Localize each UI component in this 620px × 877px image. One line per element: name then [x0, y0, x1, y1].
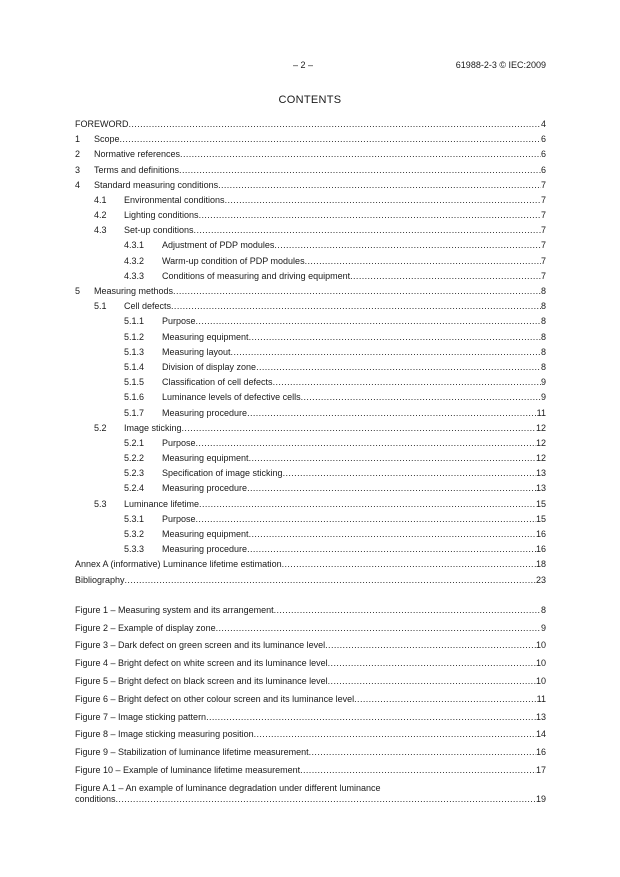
toc-entry[interactable] — [75, 330, 546, 345]
entry-title: Purpose — [162, 513, 196, 524]
entry-page: 7 — [540, 210, 546, 221]
entry-page: 13 — [535, 483, 546, 494]
leader-dots — [354, 691, 537, 709]
toc-entry[interactable] — [75, 163, 546, 178]
entry-title: Classification of cell defects — [162, 377, 273, 388]
entry-page: 16 — [535, 529, 546, 540]
entry-number: 4.3 — [94, 225, 107, 236]
figure-entry[interactable] — [75, 762, 546, 780]
toc-entry[interactable] — [75, 345, 546, 360]
entry-number: 3 — [75, 164, 81, 175]
entry-page: 15 — [535, 513, 546, 524]
figure-title-line1: Figure A.1 – An example of luminance degradation under different luminance — [75, 782, 381, 793]
entry-page: 8 — [540, 301, 546, 312]
figure-page: 19 — [535, 793, 546, 804]
entry-title: Conditions of measuring and driving equipment — [162, 270, 351, 281]
entry-page: 14 — [535, 729, 546, 740]
entry-page: 23 — [535, 574, 546, 585]
entry-title: Purpose — [162, 316, 196, 327]
toc-entry[interactable] — [75, 360, 546, 375]
leader-dots — [305, 254, 541, 269]
toc-entry[interactable] — [75, 193, 546, 208]
entry-title: Measuring procedure — [162, 483, 248, 494]
entry-page: 4 — [540, 118, 546, 129]
entry-title: Figure 3 – Dark defect on green screen and its luminance level — [75, 640, 326, 651]
entry-title: Purpose — [162, 437, 196, 448]
entry-number: 5.3.2 — [124, 529, 145, 540]
toc-entry[interactable] — [75, 147, 546, 162]
section-gap — [75, 588, 546, 602]
entry-title: Figure 10 – Example of luminance lifetime measurement — [75, 764, 301, 775]
entry-title: Figure 8 – Image sticking measuring position — [75, 729, 254, 740]
toc-entry[interactable] — [75, 314, 546, 329]
entry-number: 4 — [75, 179, 81, 190]
leader-dots — [350, 269, 541, 284]
toc-entry[interactable] — [75, 254, 546, 269]
entry-number: 5.2.2 — [124, 453, 145, 464]
entry-page: 7 — [540, 270, 546, 281]
leader-dots — [225, 193, 541, 208]
entry-page: 12 — [535, 422, 546, 433]
entry-title: Figure 2 – Example of display zone — [75, 622, 216, 633]
entry-page: 16 — [535, 544, 546, 555]
leader-dots — [173, 284, 541, 299]
toc-entry[interactable] — [75, 421, 546, 436]
entry-title: Figure 1 – Measuring system and its arrangement — [75, 604, 274, 615]
entry-title: Environmental conditions — [124, 194, 225, 205]
entry-page: 13 — [535, 711, 546, 722]
toc-entry[interactable] — [75, 406, 546, 421]
entry-number: 4.3.3 — [124, 270, 145, 281]
entry-title: Set-up conditions — [124, 225, 194, 236]
entry-page: 9 — [540, 622, 546, 633]
page-header — [0, 60, 620, 74]
toc-entry[interactable] — [75, 239, 546, 254]
figure-title-line2: conditions — [75, 793, 116, 804]
entry-title: Measuring equipment — [162, 331, 249, 342]
leader-dots — [199, 208, 541, 223]
figure-list — [75, 602, 546, 780]
entry-number: 5.2.4 — [124, 483, 145, 494]
toc-entries — [75, 117, 546, 588]
leader-dots — [249, 330, 541, 345]
entry-title: Terms and definitions — [94, 164, 180, 175]
figure-entry[interactable] — [75, 602, 546, 620]
entry-number: 5.1.2 — [124, 331, 145, 342]
leader-dots — [171, 299, 541, 314]
figure-entry[interactable] — [75, 620, 546, 638]
standard-reference: 61988-2-3 © IEC:2009 — [455, 60, 546, 70]
entry-title: Lighting conditions — [124, 210, 199, 221]
leader-dots — [249, 451, 536, 466]
entry-page: 7 — [540, 179, 546, 190]
entry-page: 13 — [535, 468, 546, 479]
toc-entry[interactable] — [75, 527, 546, 542]
leader-dots — [182, 421, 536, 436]
leader-dots — [247, 481, 536, 496]
entry-title: FOREWORD — [75, 118, 129, 129]
entry-page: 8 — [540, 361, 546, 372]
entry-title: Figure 4 – Bright defect on white screen and its luminance level — [75, 658, 328, 669]
figure-entry[interactable] — [75, 673, 546, 691]
entry-number: 5.2.1 — [124, 437, 145, 448]
entry-page: 8 — [540, 286, 546, 297]
entry-title: Standard measuring conditions — [94, 179, 219, 190]
entry-number: 4.2 — [94, 210, 107, 221]
leader-dots — [300, 762, 536, 780]
toc-entry[interactable] — [75, 284, 546, 299]
toc-entry[interactable] — [75, 390, 546, 405]
entry-page: 6 — [540, 134, 546, 145]
leader-dots — [301, 390, 541, 405]
entry-title: Measuring procedure — [162, 544, 248, 555]
entry-title: Adjustment of PDP modules — [162, 240, 275, 251]
entry-number: 5.1.7 — [124, 407, 145, 418]
entry-page: 12 — [535, 453, 546, 464]
entry-title: Measuring equipment — [162, 453, 249, 464]
leader-dots — [194, 223, 541, 238]
entry-number: 4.1 — [94, 194, 107, 205]
entry-title: Normative references — [94, 149, 181, 160]
entry-page: 10 — [535, 640, 546, 651]
toc-entry[interactable] — [75, 482, 546, 497]
entry-title: Measuring procedure — [162, 407, 248, 418]
leader-dots — [249, 527, 536, 542]
leader-dots — [180, 147, 541, 162]
figure-entry[interactable] — [75, 655, 546, 673]
entry-page: 11 — [536, 693, 546, 704]
entry-title: Bibliography — [75, 574, 125, 585]
toc-entry[interactable] — [75, 573, 546, 588]
entry-title: Measuring equipment — [162, 529, 249, 540]
toc-entry[interactable] — [75, 132, 546, 147]
entry-title: Scope — [94, 134, 120, 145]
leader-dots — [179, 163, 541, 178]
figure-entry[interactable] — [75, 709, 546, 727]
toc-entry[interactable] — [75, 375, 546, 390]
leader-dots — [120, 132, 541, 147]
toc-entry[interactable] — [75, 557, 546, 572]
leader-dots — [196, 512, 536, 527]
figure-entry[interactable] — [75, 744, 546, 762]
leader-dots — [116, 794, 536, 805]
entry-page: 7 — [540, 255, 546, 266]
leader-dots — [199, 497, 536, 512]
toc-entry[interactable] — [75, 497, 546, 512]
entry-title: Cell defects — [124, 301, 172, 312]
toc-entry[interactable] — [75, 269, 546, 284]
entry-page: 15 — [535, 498, 546, 509]
toc-entry[interactable] — [75, 223, 546, 238]
entry-title: Figure 9 – Stabilization of luminance lifetime measurement — [75, 747, 309, 758]
entry-page: 8 — [540, 604, 546, 615]
entry-title: Specification of image sticking — [162, 468, 283, 479]
leader-dots — [216, 620, 541, 638]
entry-number: 5.1.3 — [124, 346, 145, 357]
entry-page: 9 — [540, 377, 546, 388]
entry-page: 12 — [535, 437, 546, 448]
figure-entry[interactable] — [75, 637, 546, 655]
entry-number: 5.3.1 — [124, 513, 145, 524]
entry-number: 5.1.5 — [124, 377, 145, 388]
leader-dots — [325, 637, 536, 655]
leader-dots — [196, 436, 536, 451]
entry-page: 17 — [535, 764, 546, 775]
leader-dots — [254, 726, 536, 744]
entry-number: 4.3.1 — [124, 240, 145, 251]
entry-page: 6 — [540, 149, 546, 160]
leader-dots — [309, 744, 536, 762]
leader-dots — [274, 238, 541, 253]
entry-page: 7 — [540, 240, 546, 251]
entry-page: 8 — [540, 346, 546, 357]
entry-number: 5.1.1 — [124, 316, 145, 327]
leader-dots — [196, 314, 541, 329]
leader-dots — [328, 655, 536, 673]
entry-title: Figure 6 – Bright defect on other colour screen and its luminance level — [75, 693, 355, 704]
toc-entry[interactable] — [75, 208, 546, 223]
entry-title: Image sticking — [124, 422, 182, 433]
entry-number: 5.1.6 — [124, 392, 145, 403]
entry-title: Measuring methods — [94, 286, 174, 297]
entry-title: Luminance levels of defective cells — [162, 392, 301, 403]
entry-page: 16 — [535, 747, 546, 758]
entry-page: 8 — [540, 316, 546, 327]
leader-dots — [206, 709, 536, 727]
contents-title: CONTENTS — [278, 94, 342, 106]
leader-dots — [247, 542, 536, 557]
entry-number: 4.3.2 — [124, 255, 145, 266]
toc-entry[interactable] — [75, 512, 546, 527]
figure-entry[interactable] — [75, 726, 546, 744]
figure-entry[interactable] — [75, 691, 546, 709]
toc-entry[interactable] — [75, 466, 546, 481]
entry-number: 5.2 — [94, 422, 107, 433]
entry-page: 18 — [535, 559, 546, 570]
leader-dots — [256, 360, 541, 375]
entry-number: 5.3 — [94, 498, 107, 509]
leader-dots — [218, 178, 541, 193]
entry-title: Figure 7 – Image sticking pattern — [75, 711, 207, 722]
toc-entry[interactable] — [75, 542, 546, 557]
entry-page: 6 — [540, 164, 546, 175]
leader-dots — [328, 673, 536, 691]
leader-dots — [273, 375, 541, 390]
toc-entry[interactable] — [75, 436, 546, 451]
entry-number: 5.1 — [94, 301, 107, 312]
entry-page: 10 — [535, 676, 546, 686]
entry-title: Measuring layout — [162, 346, 231, 357]
entry-page: 10 — [535, 658, 546, 669]
leader-dots — [247, 406, 537, 421]
leader-dots — [282, 557, 536, 572]
table-of-contents — [75, 117, 546, 805]
toc-entry[interactable] — [75, 178, 546, 193]
leader-dots — [274, 602, 541, 620]
entry-title: Luminance lifetime — [124, 498, 200, 509]
leader-dots — [125, 573, 536, 588]
toc-entry[interactable] — [75, 117, 546, 132]
entry-number: 1 — [75, 134, 81, 145]
entry-title: Division of display zone — [162, 361, 257, 372]
entry-number: 5.3.3 — [124, 544, 145, 555]
entry-title: Warm-up condition of PDP modules — [162, 255, 305, 266]
entry-page: 8 — [540, 331, 546, 342]
entry-page: 9 — [540, 392, 546, 403]
entry-number: 2 — [75, 149, 81, 160]
entry-number: 5 — [75, 286, 81, 297]
entry-number: 5.2.3 — [124, 468, 145, 479]
entry-page: 7 — [540, 225, 546, 236]
entry-page: 11 — [536, 407, 546, 418]
toc-entry[interactable] — [75, 451, 546, 466]
page-number: – 2 – — [293, 60, 314, 70]
entry-title: Annex A (informative) Luminance lifetime estimation — [75, 559, 282, 570]
entry-number: 5.1.4 — [124, 361, 145, 372]
leader-dots — [231, 345, 541, 360]
entry-page: 7 — [540, 194, 546, 205]
leader-dots — [283, 466, 536, 481]
figure-entry-a1[interactable] — [75, 783, 546, 805]
leader-dots — [129, 117, 541, 132]
entry-title: Figure 5 – Bright defect on black screen and its luminance level — [75, 676, 328, 686]
toc-entry[interactable] — [75, 299, 546, 314]
